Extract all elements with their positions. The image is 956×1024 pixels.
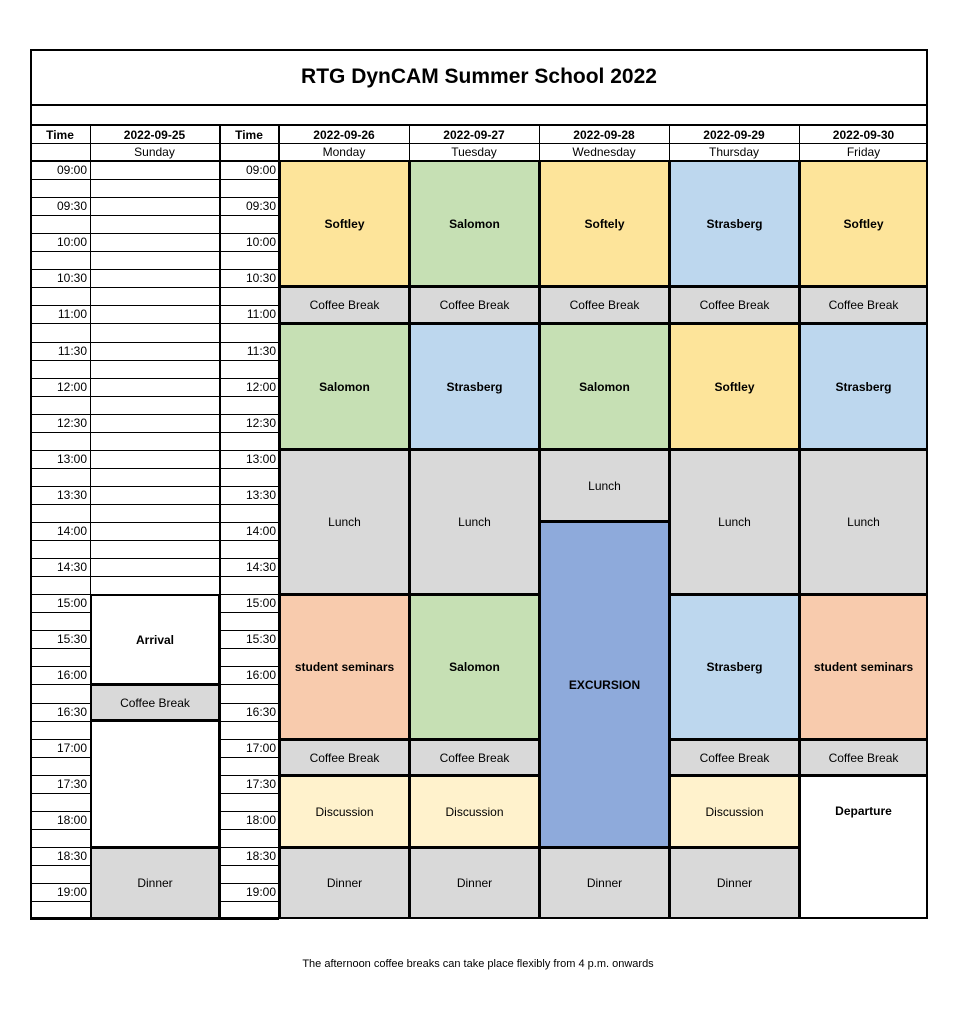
- grid-row-line: [90, 287, 220, 288]
- grid-row-line: [90, 179, 220, 180]
- grid-row-line: [90, 197, 220, 198]
- time-label-left: 18:00: [56, 813, 87, 827]
- time-label-right: 13:00: [245, 452, 276, 466]
- wednesday-day: Wednesday: [572, 145, 636, 159]
- grid-row-line: [90, 522, 220, 523]
- grid-row-line: [30, 504, 90, 505]
- fri-coffee-1: Coffee Break: [799, 286, 928, 324]
- grid-row-line: [90, 486, 220, 487]
- grid-row-line: [90, 558, 220, 559]
- wednesday-date: 2022-09-28: [573, 127, 635, 142]
- grid-row-line: [30, 612, 90, 613]
- time-label-left: 15:30: [56, 632, 87, 646]
- time-label-left: 17:30: [56, 777, 87, 791]
- grid-row-line: [90, 251, 220, 252]
- time-label-left: 10:00: [56, 235, 87, 249]
- time-label-left: 09:00: [56, 163, 87, 177]
- fri-session-1: Softley: [799, 160, 928, 287]
- time-label-right: 14:30: [245, 560, 276, 574]
- grid-row-line: [90, 396, 220, 397]
- time-header-right: Time: [235, 127, 263, 142]
- grid-row-line: [219, 865, 279, 866]
- time-label-right: 16:30: [245, 705, 276, 719]
- grid-row-line: [90, 342, 220, 343]
- time-label-right: 12:30: [245, 416, 276, 430]
- thursday-day: Thursday: [708, 145, 760, 159]
- time-label-right: 16:00: [245, 668, 276, 682]
- grid-row-line: [30, 721, 90, 722]
- sunday-date: 2022-09-25: [123, 127, 186, 142]
- grid-row-line: [219, 919, 279, 920]
- grid-row-line: [30, 396, 90, 397]
- time-label-right: 18:00: [245, 813, 276, 827]
- col-sep-mon: [409, 124, 410, 162]
- time-header-left: Time: [46, 127, 74, 142]
- time-label-right: 09:00: [245, 163, 276, 177]
- time-label-right: 11:00: [246, 307, 276, 321]
- mon-lunch: Lunch: [279, 449, 410, 595]
- sunday-arrival: Arrival: [90, 594, 220, 685]
- grid-row-line: [90, 323, 220, 324]
- grid-row-line: [219, 504, 279, 505]
- time-label-left: 18:30: [56, 849, 87, 863]
- mon-discussion: Discussion: [279, 775, 410, 848]
- wed-dinner: Dinner: [539, 847, 670, 919]
- grid-row-line: [90, 360, 220, 361]
- tue-session-2: Strasberg: [409, 323, 540, 450]
- time-label-left: 13:30: [56, 488, 87, 502]
- mon-coffee-1: Coffee Break: [279, 286, 410, 324]
- tuesday-date: 2022-09-27: [443, 127, 505, 142]
- grid-row-line: [30, 576, 90, 577]
- time-label-right: 09:30: [245, 199, 276, 213]
- tue-coffee-2: Coffee Break: [409, 739, 540, 776]
- grid-row-line: [219, 576, 279, 577]
- time-label-left: 09:30: [56, 199, 87, 213]
- grid-row-line: [90, 305, 220, 306]
- grid-row-line: [30, 757, 90, 758]
- grid-row-line: [30, 215, 90, 216]
- grid-row-line: [30, 179, 90, 180]
- time-label-left: 16:00: [56, 668, 87, 682]
- grid-row-line: [219, 684, 279, 685]
- tuesday-day: Tuesday: [451, 145, 497, 159]
- grid-row-line: [90, 161, 220, 162]
- time-label-left: 14:30: [56, 560, 87, 574]
- grid-row-line: [30, 432, 90, 433]
- grid-row-line: [30, 919, 90, 920]
- col-sep-thu: [799, 124, 800, 162]
- wed-lunch: Lunch: [539, 449, 670, 522]
- time-label-left: 12:30: [56, 416, 87, 430]
- grid-row-line: [30, 793, 90, 794]
- thu-dinner: Dinner: [669, 847, 800, 919]
- time-label-right: 18:30: [245, 849, 276, 863]
- grid-row-line: [219, 757, 279, 758]
- time-label-right: 17:00: [245, 741, 276, 755]
- grid-row-line: [219, 360, 279, 361]
- time-label-right: 12:00: [245, 380, 276, 394]
- grid-row-line: [219, 179, 279, 180]
- time-label-right: 13:30: [245, 488, 276, 502]
- grid-row-line: [219, 468, 279, 469]
- thursday-date: 2022-09-29: [703, 127, 765, 142]
- grid-row-line: [90, 233, 220, 234]
- time-label-left: 11:30: [57, 344, 87, 358]
- thu-session-2: Softley: [669, 323, 800, 450]
- wed-session-2: Salomon: [539, 323, 670, 450]
- grid-row-line: [90, 504, 220, 505]
- grid-row-line: [90, 919, 220, 920]
- grid-row-line: [30, 468, 90, 469]
- grid-row-line: [219, 323, 279, 324]
- grid-row-line: [90, 432, 220, 433]
- time-label-left: 16:30: [56, 705, 87, 719]
- fri-session-2: Strasberg: [799, 323, 928, 450]
- mon-coffee-2: Coffee Break: [279, 739, 410, 776]
- col-sep-wed: [669, 124, 670, 162]
- wed-coffee-1: Coffee Break: [539, 286, 670, 324]
- monday-date: 2022-09-26: [313, 127, 375, 142]
- grid-row-line: [219, 215, 279, 216]
- thu-lunch: Lunch: [669, 449, 800, 595]
- grid-row-line: [219, 432, 279, 433]
- time-label-left: 15:00: [56, 596, 87, 610]
- grid-row-line: [219, 793, 279, 794]
- sunday-coffee-break: Coffee Break: [90, 684, 220, 721]
- col-sep-tue: [539, 124, 540, 162]
- grid-row-line: [219, 540, 279, 541]
- grid-row-line: [219, 721, 279, 722]
- fri-session-3: student seminars: [799, 594, 928, 740]
- mon-session-3: student seminars: [279, 594, 410, 740]
- grid-row-line: [90, 414, 220, 415]
- grid-row-line: [30, 323, 90, 324]
- time-label-right: 15:00: [245, 596, 276, 610]
- grid-row-line: [30, 360, 90, 361]
- grid-row-line: [219, 251, 279, 252]
- grid-row-line: [219, 396, 279, 397]
- thu-discussion: Discussion: [669, 775, 800, 848]
- grid-row-line: [90, 468, 220, 469]
- time-label-right: 19:00: [245, 885, 276, 899]
- tue-dinner: Dinner: [409, 847, 540, 919]
- time-label-left: 11:00: [57, 307, 87, 321]
- page-title: RTG DynCAM Summer School 2022: [30, 49, 928, 106]
- time-label-right: 10:30: [245, 271, 276, 285]
- grid-row-line: [219, 901, 279, 902]
- monday-day: Monday: [322, 145, 366, 159]
- fri-lunch: Lunch: [799, 449, 928, 595]
- grid-row-line: [90, 450, 220, 451]
- sunday-day: Sunday: [134, 145, 175, 159]
- grid-row-line: [30, 901, 90, 902]
- friday-date: 2022-09-30: [832, 127, 895, 142]
- time-label-left: 19:00: [56, 885, 87, 899]
- time-label-left: 12:00: [56, 380, 87, 394]
- footnote: The afternoon coffee breaks can take place flexibly from 4 p.m. onwards: [302, 958, 654, 970]
- mon-dinner: Dinner: [279, 847, 410, 919]
- grid-row-line: [90, 378, 220, 379]
- grid-row-line: [90, 540, 220, 541]
- grid-row-line: [219, 648, 279, 649]
- tue-lunch: Lunch: [409, 449, 540, 595]
- time-label-right: 14:00: [245, 524, 276, 538]
- thu-session-3: Strasberg: [669, 594, 800, 740]
- time-label-left: 14:00: [56, 524, 87, 538]
- tue-coffee-1: Coffee Break: [409, 286, 540, 324]
- mon-session-2: Salomon: [279, 323, 410, 450]
- time-label-right: 17:30: [245, 777, 276, 791]
- wed-excursion: EXCURSION: [539, 521, 670, 848]
- wed-session-1: Softely: [539, 160, 670, 287]
- grid-row-line: [30, 829, 90, 830]
- thu-session-1: Strasberg: [669, 160, 800, 287]
- fri-departure: Departure: [799, 775, 928, 919]
- time-label-left: 17:00: [56, 741, 87, 755]
- time-label-right: 10:00: [245, 235, 276, 249]
- time-label-left: 13:00: [56, 452, 87, 466]
- grid-row-line: [219, 612, 279, 613]
- thu-coffee-1: Coffee Break: [669, 286, 800, 324]
- sunday-dinner: Dinner: [90, 847, 220, 919]
- friday-day: Friday: [846, 145, 881, 159]
- grid-row-line: [30, 865, 90, 866]
- time-label-left: 10:30: [56, 271, 87, 285]
- time-label-right: 11:30: [246, 344, 276, 358]
- grid-row-line: [90, 576, 220, 577]
- fri-coffee-2: Coffee Break: [799, 739, 928, 776]
- grid-row-line: [219, 829, 279, 830]
- sunday-free: [90, 720, 220, 848]
- mon-session-1: Softley: [279, 160, 410, 287]
- grid-row-line: [219, 287, 279, 288]
- grid-row-line: [30, 540, 90, 541]
- grid-row-line: [30, 648, 90, 649]
- tue-discussion: Discussion: [409, 775, 540, 848]
- tue-session-3: Salomon: [409, 594, 540, 740]
- grid-row-line: [90, 215, 220, 216]
- grid-row-line: [30, 251, 90, 252]
- grid-row-line: [30, 684, 90, 685]
- time-label-right: 15:30: [245, 632, 276, 646]
- thu-coffee-2: Coffee Break: [669, 739, 800, 776]
- grid-row-line: [90, 269, 220, 270]
- grid-row-line: [30, 287, 90, 288]
- tue-session-1: Salomon: [409, 160, 540, 287]
